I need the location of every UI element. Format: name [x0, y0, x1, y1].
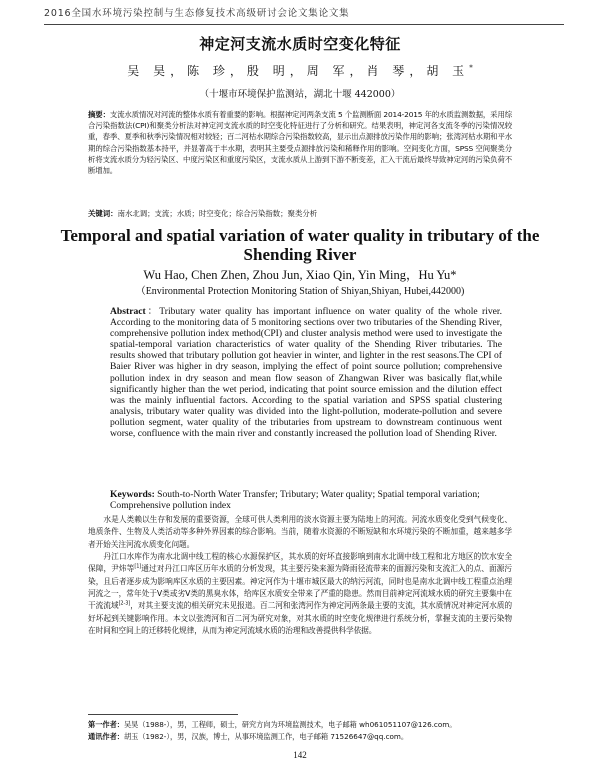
abstract-cn	[88, 109, 512, 176]
keywords-en-text: South-to-North Water Transfer; Tributary; Water quality; Spatial temporal variation; Comprehensive pollution index	[110, 489, 480, 512]
header-rule	[44, 24, 564, 25]
footnote-corresponding	[88, 731, 528, 743]
authors-cn-names: 吴 昊，陈 珍，殷 明，周 军，肖 琴，胡 玉	[127, 64, 470, 78]
abstract-en-colon: ：	[145, 306, 160, 317]
footnote-first-author-label: 第一作者：	[88, 720, 124, 729]
footnote-rule	[88, 714, 238, 715]
body-p2-part-a: 丹江口水库作为南水北调中线工程的核心水源保护区，其水质的好坏直接影响到南水北调中线工程和北方地区的饮水安全保障，尹炜等	[88, 552, 512, 574]
citation-ref-1[interactable]: [1]	[134, 563, 142, 570]
keywords-cn-text: 南水北调；支流；水质；时空变化；综合污染指数；聚类分析	[117, 209, 318, 218]
running-header: 2016全国水环境污染控制与生态修复技术高级研讨会论文集论文集	[44, 8, 350, 19]
keywords-cn-label: 关键词：	[88, 209, 118, 218]
corresponding-mark: *	[469, 64, 473, 72]
affiliation-en: （Environmental Protection Monitoring Station of Shiyan,Shiyan, Hubei,442000)	[135, 286, 465, 297]
abstract-en-text: Tributary water quality has important influence on water quality of the whole river. According to the monitoring data of 5 monitoring sections over two tributaries of the Shending River, comprehensive pollution index method(CPI) and cluster analysis method were used to investigate the spatial-temporal variation characteristics of water quality of the Shending River tributaries. The results showed that tributary pollution got heavier in winter, and lighter in the rest seasons.The CPI of Baier River was higher in dry season, implying the effect of point source pollution; comprehensive pollution index in dry season and mean flow season of Zhangwan River was basically flat,while significantly higher than the wet period, indicating that point source emission and the dilution effect was the mainly influential factors. According to the spatial variation and SPSS spatial clustering analysis, tributary water quality was divided into the light-pollution, moderate-pollution and severe pollution segment, water quality of the tributaries from upstream to downstream continuous went worse, confluence with the main river and constantly increased the pollution load of Shending River.	[110, 306, 503, 440]
body-paragraph-1: 水是人类赖以生存和发展的重要资源，全球可供人类利用的淡水资源主要为陆地上的河流。河流水质变化受到气候变化、地质条件、生物及人类活动等多种外界因素的综合影响。当前，随着水资源的不断短缺和水环境污染的不断加重，越来越多学者开始关注河流水质变化问题。	[88, 515, 512, 549]
keywords-en	[110, 489, 502, 511]
footnotes	[88, 719, 528, 743]
footnote-first-author-text: 吴昊（1988-），男，工程师，硕士，研究方向为环境监测技术，电子邮箱 wh061051107@126.com。	[123, 720, 457, 729]
body-text	[88, 514, 512, 637]
authors-en: Wu Hao, Chen Zhen, Zhou Jun, Xiao Qin, Yin Ming，Hu Yu*	[143, 268, 457, 282]
abstract-cn-label: 摘要：	[88, 110, 110, 119]
keywords-en-label: Keywords	[110, 489, 152, 500]
page-number: 142	[293, 750, 307, 760]
authors-cn	[0, 62, 600, 79]
body-p2-part-c: ，对其主要支流的相关研究未见报道。百二河和张湾河作为神定河两条最主要的支流，其水质情况对神定河水质的好坏起到关键影响作用。本文以张湾河和百二河为研究对象，对其水质的时空变化规律进行系统分析，掌握支流的主要污染物在时间和空间上的迁移转化规律，从而为神定河流域水质的治理和改善提供科学依据。	[88, 601, 512, 636]
keywords-en-colon: :	[151, 489, 158, 500]
body-paragraph-2	[88, 551, 512, 637]
title-cn: 神定河支流水质时空变化特征	[199, 35, 401, 53]
title-en: Temporal and spatial variation of water quality in tributary of the Shending River	[60, 226, 540, 264]
footnote-corresponding-label: 通讯作者：	[88, 732, 124, 741]
citation-ref-2-3[interactable]: [2-3]	[118, 600, 131, 607]
footnote-first-author	[88, 719, 528, 731]
abstract-en-label: Abstract	[110, 306, 146, 317]
affiliation-cn: （十堰市环境保护监测站，湖北十堰 442000）	[199, 89, 401, 100]
body-p2-part-b: 通过对丹江口库区历年水质的分析发现，其主要污染来源为降雨径流带来的面源污染和支流汇入的点、面源污染，且后者逐步成为影响库区水质的主要因素。神定河作为十堰市城区最大的纳污河流，同时也是南水北调中线工程重点治理河流之一，常年处于Ⅴ类或劣Ⅴ类的黑臭水体，给库区水质安全带来了严重的隐患。然而目前神定河流域水质的研究主要集中在干流流域	[88, 564, 512, 611]
keywords-cn	[88, 208, 512, 219]
abstract-cn-text: 支流水质情况对河流的整体水质有着重要的影响。根据神定河两条支流 5 个监测断面 2014-2015 年的水质监测数据，采用综合污染指数法(CPI)和聚类分析法对神定河支流水质的时空变化特征进行了分析和研究。结果表明，神定河各支流冬季的污染情况较重，春季、夏季和秋季污染情况相对较轻；百二河枯水期综合污染指数较高，显示出点源排放污染作用的影响；张湾河枯水期和平水期的综合污染指数基本持平，并显著高于丰水期，表明其主要受点源排放污染和稀释作用的影响。空间变化方面，SPSS 空间聚类分析将支流水质分为轻污染区、中度污染区和重度污染区，支流水质从上游到下游不断变差，汇入干流后最终导致神定河的污染负荷不断增加。	[88, 110, 512, 176]
footnote-corresponding-text: 胡玉（1982-），男，汉族，博士，从事环境监测工作，电子邮箱 71526647@qq.com。	[123, 732, 409, 741]
abstract-en	[110, 306, 502, 439]
